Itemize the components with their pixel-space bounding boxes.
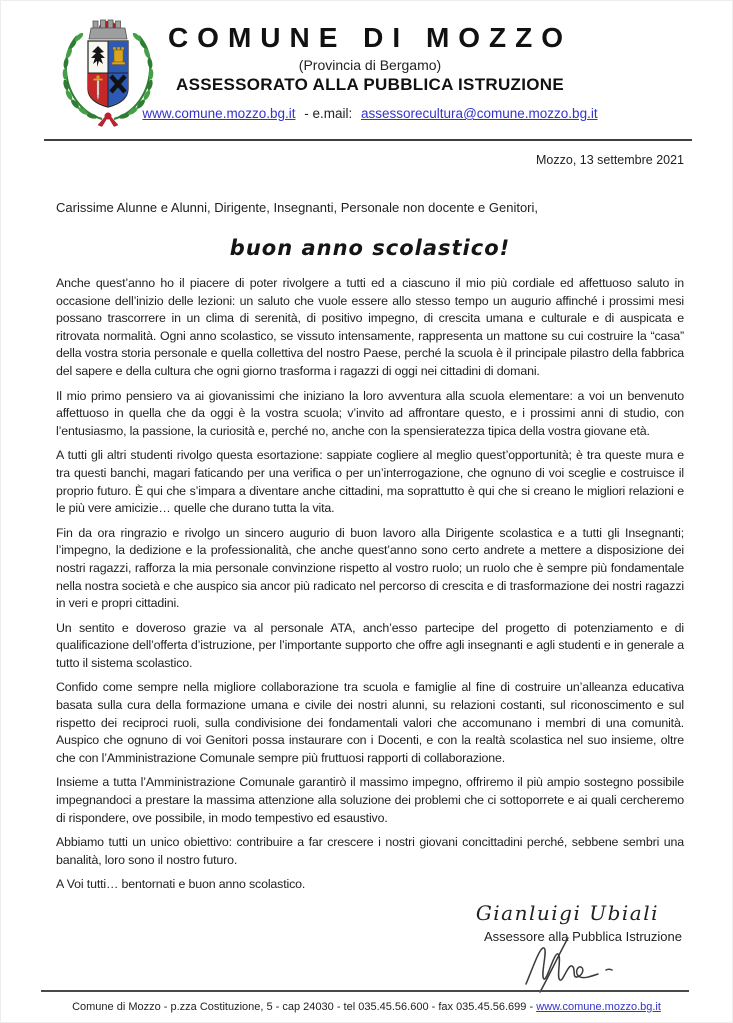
- email-link[interactable]: assessorecultura@comune.mozzo.bg.it: [361, 106, 598, 121]
- website-link[interactable]: www.comune.mozzo.bg.it: [142, 106, 296, 121]
- salutation: Carissime Alunne e Alunni, Dirigente, Insegnanti, Personale non docente e Genitori,: [56, 200, 539, 215]
- letter-paragraph: A tutti gli altri studenti rivolgo questa esortazione: sappiate cogliere al meglio quest’opportunità; è tra queste mura e tra questi banchi, magari faticando per una verifica o per un’interrogazione, che ognuno di voi sceglie e costruisce il proprio futuro. È qui che s’impara a diventare anche cittadini, ma soprattutto è qui che si creano le migliori relazioni e le più vere amicizie… quelle che durano tutta la vita.: [56, 448, 684, 516]
- province-subtitle: (Provincia di Bergamo): [298, 57, 442, 73]
- comune-crest-logo: [56, 13, 160, 131]
- letter-paragraph: A Voi tutti… bentornati e buon anno scolastico.: [56, 877, 306, 892]
- place-date: Mozzo, 13 settembre 2021: [536, 153, 684, 167]
- footer-address: Comune di Mozzo - p.zza Costituzione, 5 - cap 24030 - tel 035.45.56.600 - fax 035.45.56.699 -: [72, 1001, 534, 1013]
- letter-body: [56, 275, 684, 894]
- email-label: - e.mail:: [304, 106, 353, 121]
- header-divider: [44, 139, 692, 141]
- letter-paragraph: Insieme a tutta l’Amministrazione Comunale garantirò il massimo impegno, offriremo il più ampio sostegno possibile impegnandoci a prestare la massima attenzione alla soluzione dei problemi che ci sottoporrete e ai quali cercheremo di rispondere, ove possibile, in modo tempestivo ed esaustivo.: [56, 775, 684, 825]
- footer: [1, 1001, 732, 1013]
- letter-paragraph: Un sentito e doveroso grazie va al personale ATA, anch’esso partecipe del progetto di potenziamento e di qualificazione dell’offerta d’istruzione, per l’importante supporto che offre agli insegnanti e agli studenti e in generale a tutto il sistema scolastico.: [56, 620, 684, 670]
- signature-name: Gianluigi Ubiali: [475, 901, 659, 925]
- signature-role: Assessore alla Pubblica Istruzione: [484, 929, 682, 944]
- footer-divider: [41, 990, 689, 992]
- mural-crown: [89, 20, 127, 39]
- comune-title: COMUNE DI MOZZO: [167, 22, 573, 53]
- letter-paragraph: Fin da ora ringrazio e rivolgo un sincero augurio di buon lavoro alla Dirigente scolastica e a tutti gli Insegnanti; l’impegno, la dedizione e la professionalità, che anche quest’anno sono certo andrete a mettere a disposizione dei nostri ragazzi, rafforza la mia personale convinzione rispetto al vostro ruolo; un ruolo che è sempre più fondamentale nella nostra società e che auspico sia ancor più radicato nel percorso di crescita e di trasformazione dei nostri ragazzi in veri e propri cittadini.: [56, 525, 684, 611]
- quartered-shield: [88, 41, 128, 107]
- signature-block: [56, 901, 684, 999]
- footer-website-link[interactable]: www.comune.mozzo.bg.it: [536, 1001, 661, 1013]
- letter-paragraph: Il mio primo pensiero va ai giovanissimi che iniziano la loro avventura alla scuola elementare: a voi un benvenuto affettuoso in quella che da oggi è la vostra scuola; v’invito ad affrontare questo, e i prossimi anni di studio, con l’entusiasmo, la passione, la curiosità e, perché no, anche con la spensieratezza tipica della vostra giovane età.: [56, 388, 684, 438]
- letter-paragraph: Anche quest’anno ho il piacere di poter rivolgere a tutti ed a ciascuno il mio più cordiale ed affettuoso saluto in occasione dell’inizio delle lezioni: un saluto che vuole essere allo stesso tempo un augurio affinché i prossimi mesi possano trascorrere in un clima di serenità, di positivo impegno, di crescita umana e culturale e di auspicata e ritrovata normalità. Ogni anno scolastico, se vissuto intensamente, rappresenta un mattone su cui costruire la “casa” della vostra storia personale e quella collettiva del nostro Paese, perché la scuola è il principale pilastro della fabbrica del sapere e della cultura che ogni giorno trasforma i ragazzi di oggi nei cittadini di domani.: [56, 276, 684, 378]
- letter-paragraph: Confido come sempre nella migliore collaborazione tra scuola e famiglie al fine di costruire un’alleanza educativa basata sulla cura della formazione umana e civile dei nostri alunni, su relazioni costanti, sul riconoscimento e sul rispetto dei reciproci ruoli, sulla condivisione dei fondamentali valori che accomunano i membri di una comunità. Auspico che ognuno di voi Genitori possa instaurare con i Docenti, e con la realtà scolastica nel suo insieme, oltre che con l’Amministrazione Comunale sempre più fruttuosi rapporti di collaborazione.: [56, 680, 684, 765]
- letterhead: [56, 11, 684, 131]
- department-title: ASSESSORATO ALLA PUBBLICA ISTRUZIONE: [176, 75, 564, 94]
- letter-paragraph: Abbiamo tutti un unico obiettivo: contribuire a far crescere i nostri giovani concittadini perché, sebbene sembri una banalità, loro sono il nostro futuro.: [56, 835, 684, 867]
- letter-heading: buon anno scolastico!: [229, 236, 511, 260]
